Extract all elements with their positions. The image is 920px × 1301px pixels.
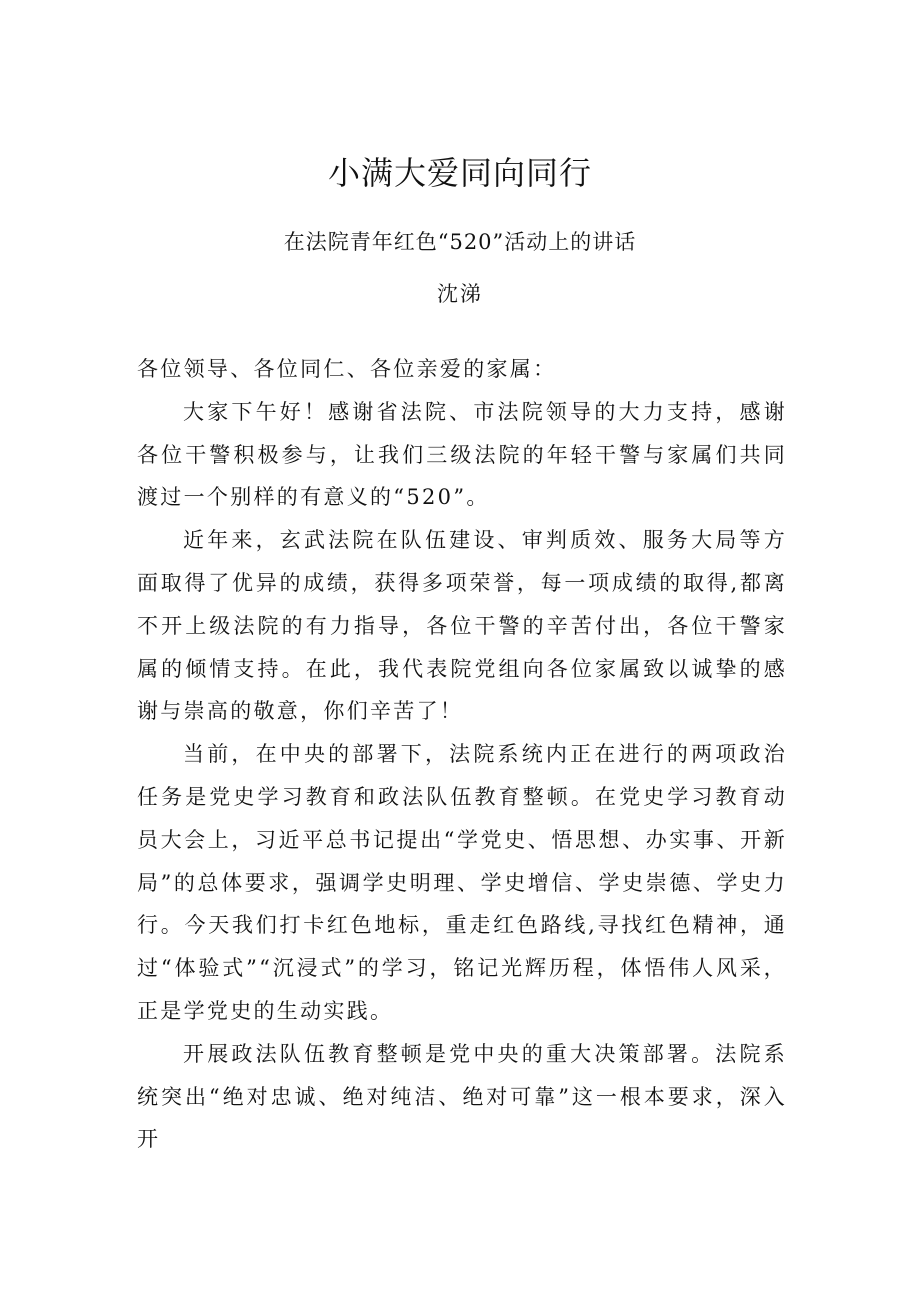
body-paragraph-2: 近年来，玄武法院在队伍建设、审判质效、服务大局等方面取得了优异的成绩，获得多项荣誉，每一项成绩的取得,都离不开上级法院的有力指导，各位干警的辛苦付出，各位干警家属的倾情支持。在此，我代表院党组向各位家属致以诚挚的感谢与崇高的敬意，你们辛苦了！ [137,528,787,724]
greeting-paragraph: 各位领导、各位同仁、各位亲爱的家属： [137,357,557,381]
body-paragraph-3: 当前，在中央的部署下，法院系统内正在进行的两项政治任务是党史学习教育和政法队伍教育整顿。在党史学习教育动员大会上，习近平总书记提出“学党史、悟思想、办实事、开新局”的总体要求，强调学史明理、学史增信、学史崇德、学史力行。今天我们打卡红色地标，重走红色路线,寻找红色精神，通过“体验式”“沉浸式”的学习，铭记光辉历程，体悟伟人风采，正是学党史的生动实践。 [137,742,787,1023]
document-body [137,348,787,1161]
body-paragraph-4: 开展政法队伍教育整顿是党中央的重大决策部署。法院系统突出“绝对忠诚、绝对纯洁、绝对可靠”这一根本要求，深入开 [137,1041,787,1152]
document-author: 沈涕 [437,282,483,306]
document-subtitle: 在法院青年红色“520”活动上的讲话 [283,230,637,254]
document-title: 小满大爱同向同行 [327,154,592,192]
body-paragraph-1: 大家下午好！感谢省法院、市法院领导的大力支持，感谢各位干警积极参与，让我们三级法院的年轻干警与家属们共同渡过一个别样的有意义的“520”。 [137,399,787,510]
